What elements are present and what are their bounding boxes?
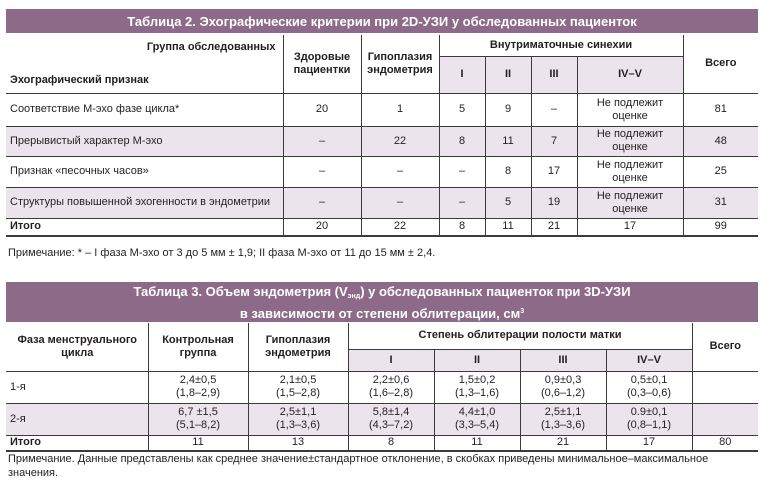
cell: 13 — [248, 435, 348, 451]
cell: 7 — [531, 126, 577, 156]
cell: Не подлежит оценке — [577, 126, 683, 156]
cell: 5 — [439, 93, 485, 126]
cell: 25 — [683, 156, 758, 187]
table2-subcol: I — [439, 56, 485, 93]
cell: 11 — [485, 126, 531, 156]
cell: 17 — [606, 435, 692, 451]
cell: 2,2±0,6 (1,6–2,8) — [348, 371, 434, 403]
table3 — [6, 323, 758, 452]
cell: 80 — [692, 435, 758, 451]
cell: 2,5±1,1 (1,3–3,6) — [248, 403, 348, 435]
table3-title — [6, 282, 758, 322]
table-row — [6, 126, 758, 156]
cell: Не подлежит оценке — [577, 156, 683, 187]
cell: – — [439, 156, 485, 187]
cell: Не подлежит оценке — [577, 187, 683, 218]
row-label: Итого — [6, 435, 148, 451]
cell: 8 — [485, 156, 531, 187]
table-row — [6, 187, 758, 218]
cell: 0.9±0,1 (0,8–1,1) — [606, 403, 692, 435]
table2-subcol: IV–V — [577, 56, 683, 93]
table2-col-total: Всего — [683, 35, 758, 93]
cell: 22 — [361, 218, 439, 236]
cell: – — [439, 187, 485, 218]
cell: – — [283, 156, 361, 187]
cell: – — [361, 156, 439, 187]
table3-col-total: Всего — [692, 323, 758, 371]
cell: 22 — [361, 126, 439, 156]
table2-corner-top: Группа обследованных — [146, 40, 276, 53]
table3-subcol: I — [348, 349, 434, 371]
cell: 8 — [439, 218, 485, 236]
row-label: Прерывистый характер М-эхо — [6, 126, 283, 156]
cell — [692, 371, 758, 403]
cell: – — [283, 187, 361, 218]
cell: 99 — [683, 218, 758, 236]
table2-corner-header — [6, 35, 283, 93]
table-row — [6, 156, 758, 187]
cell: 8 — [439, 126, 485, 156]
row-label: Структуры повышенной эхогенности в эндометрии — [6, 187, 283, 218]
cell: 2,1±0,5 (1,5–2,8) — [248, 371, 348, 403]
cell: 0,5±0,1 (0,3–0,6) — [606, 371, 692, 403]
cell: 48 — [683, 126, 758, 156]
table-row — [6, 93, 758, 126]
table-total-row — [6, 218, 758, 236]
row-label: Соответствие М-эхо фазе цикла* — [6, 93, 283, 126]
cell: – — [531, 93, 577, 126]
cell: 0,9±0,3 (0,6–1,2) — [520, 371, 606, 403]
table-total-row — [6, 435, 758, 451]
cell: 11 — [434, 435, 520, 451]
cell: 2,4±0,5 (1,8–2,9) — [148, 371, 248, 403]
table2-corner-bottom: Эхографический признак — [10, 73, 149, 86]
cell: 19 — [531, 187, 577, 218]
row-label: 2-я — [6, 403, 148, 435]
cell: 21 — [531, 218, 577, 236]
table2-col-synechiae: Внутриматочные синехии — [439, 35, 683, 56]
row-label: Признак «песочных часов» — [6, 156, 283, 187]
table-row — [6, 403, 758, 435]
table2-col-healthy: Здоровые пациентки — [283, 35, 361, 93]
cell: 1 — [361, 93, 439, 126]
cell: 31 — [683, 187, 758, 218]
table2-note: Примечание: * – I фаза М-эхо от 3 до 5 мм ± 1,9; II фаза М-эхо от 11 до 15 мм ± 2,4. — [8, 247, 436, 259]
table2-subcol: III — [531, 56, 577, 93]
table2 — [6, 35, 758, 237]
table3-title-line1: Таблица 3. Объем эндометрия $(V_{энд})$ у обследованных пациенток при 3D-УЗИ — [133, 283, 631, 300]
cell: 17 — [577, 218, 683, 236]
table3-subcol: IV–V — [606, 349, 692, 371]
table2-subcol: II — [485, 56, 531, 93]
cell — [692, 403, 758, 435]
table3-note: Примечание. Данные представлены как среднее значение±стандартное отклонение, в скобках приведены минимальное–максимальное значения. — [8, 453, 709, 479]
cell: 8 — [348, 435, 434, 451]
table3-title-line2: в зависимости от степени облитерации, $см^3$ — [239, 305, 525, 321]
cell: 81 — [683, 93, 758, 126]
table2-col-hypo: Гипоплазия эндометрия — [361, 35, 439, 93]
cell: 21 — [520, 435, 606, 451]
cell: 2,5±1,1 (1,3–3,6) — [520, 403, 606, 435]
table-row — [6, 371, 758, 403]
table2-title: Таблица 2. Эхографические критерии при 2D-УЗИ у обследованных пациенток — [6, 9, 758, 33]
cell: 17 — [531, 156, 577, 187]
table3-subcol: II — [434, 349, 520, 371]
row-label: 1-я — [6, 371, 148, 403]
table3-subcol: III — [520, 349, 606, 371]
cell: 1,5±0,2 (1,3–1,6) — [434, 371, 520, 403]
cell: 20 — [283, 93, 361, 126]
table3-col-phase: Фаза менструального цикла — [6, 323, 148, 371]
cell: 5 — [485, 187, 531, 218]
table3-col-degree: Степень облитерации полости матки — [348, 323, 692, 349]
cell: Не подлежит оценке — [577, 93, 683, 126]
cell: 20 — [283, 218, 361, 236]
cell: 4,4±1,0 (3,3–5,4) — [434, 403, 520, 435]
cell: – — [361, 187, 439, 218]
table3-col-hypo: Гипоплазия эндометрия — [248, 323, 348, 371]
row-label: Итого — [6, 218, 283, 236]
cell: 5,8±1,4 (4,3–7,2) — [348, 403, 434, 435]
cell: 11 — [148, 435, 248, 451]
cell: 9 — [485, 93, 531, 126]
table3-col-control: Контрольная группа — [148, 323, 248, 371]
cell: 11 — [485, 218, 531, 236]
cell: – — [283, 126, 361, 156]
cell: 6,7 ±1,5 (5,1–8,2) — [148, 403, 248, 435]
